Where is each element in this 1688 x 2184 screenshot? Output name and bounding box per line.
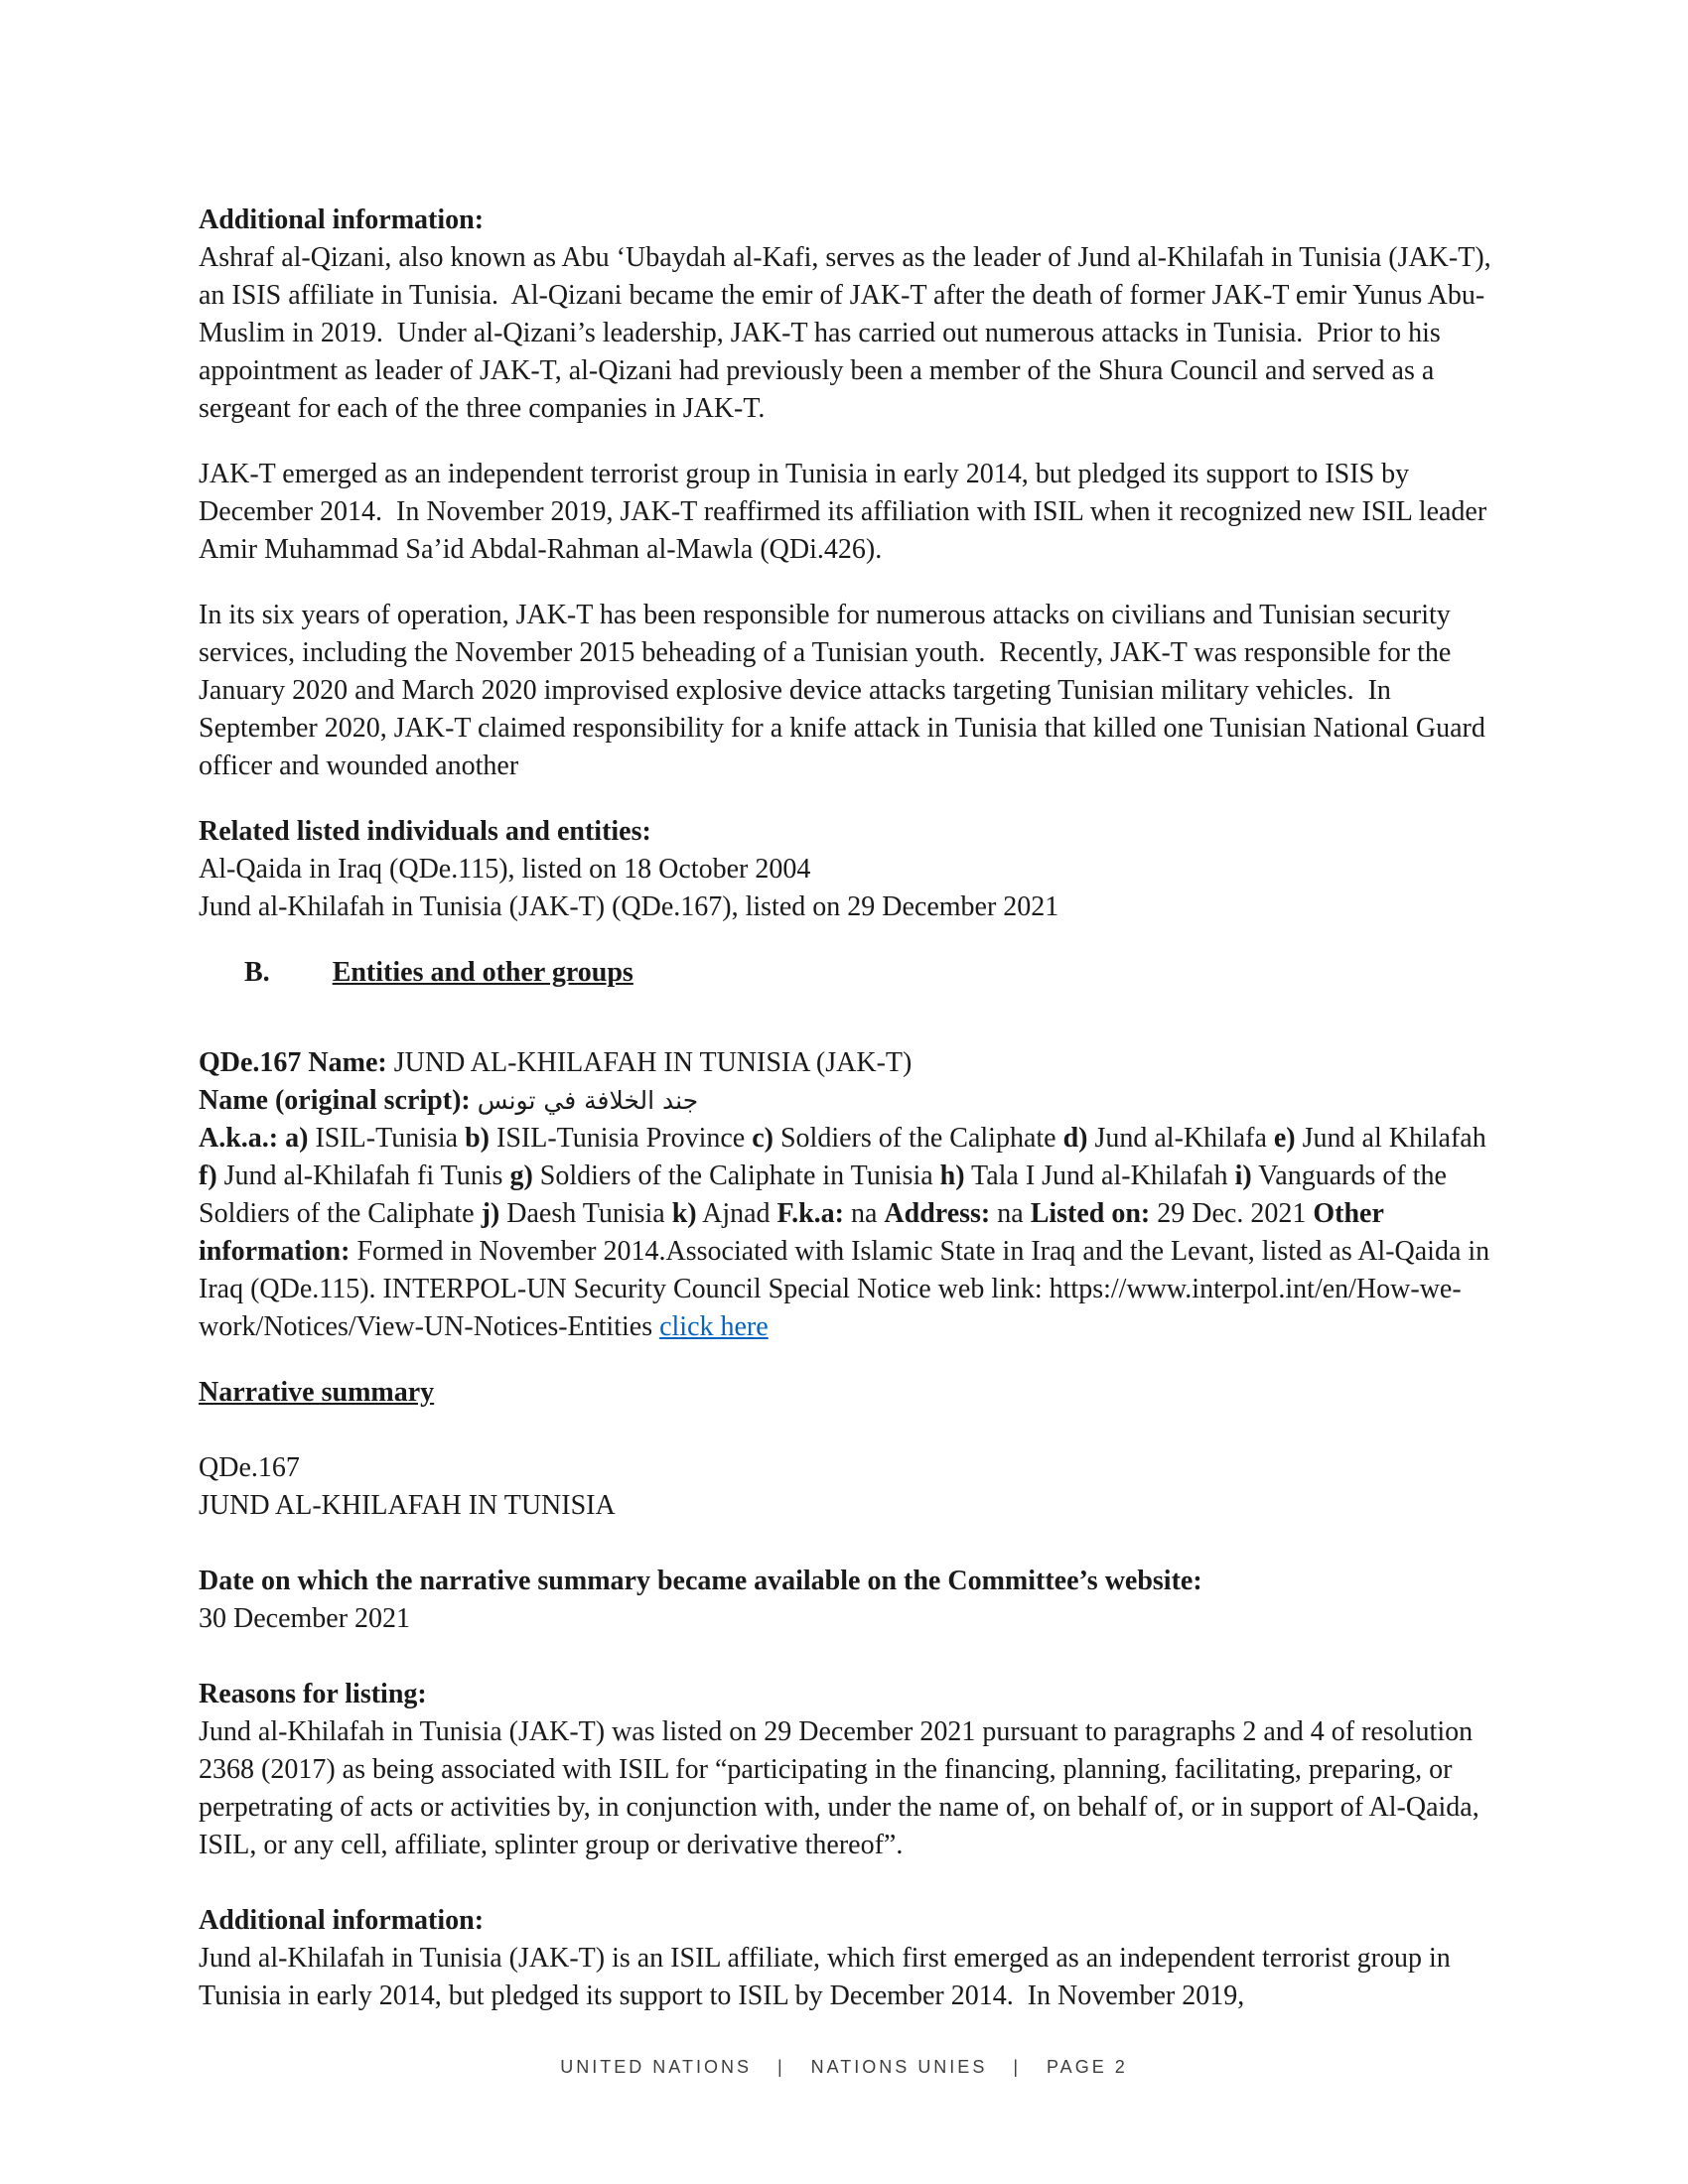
text-run: JUND AL-KHILAFAH IN TUNISIA: [199, 1490, 616, 1521]
page-footer: [0, 2057, 1688, 2078]
text-run: 30 December 2021: [199, 1603, 411, 1634]
text-run: Jund al-Khilafah in Tunisia (JAK-T) is an ISIL affiliate, which first emerged as an independent terrorist group in Tunisia in early 2014, but pledged its support to ISIL by December 2014. In November 2019,: [199, 1943, 1458, 2011]
text-run: d): [1062, 1123, 1088, 1154]
narrative-ref-number: [199, 1449, 1499, 1487]
text-run: e): [1273, 1123, 1296, 1154]
text-run: Soldiers of the Caliphate in Tunisia: [532, 1160, 940, 1191]
text-run: Additional information:: [199, 205, 485, 235]
click-here-link[interactable]: click here: [659, 1311, 769, 1342]
section-label: B.: [244, 957, 270, 988]
text-run: 29 Dec. 2021: [1150, 1198, 1314, 1229]
text-run: Daesh Tunisia: [499, 1198, 672, 1229]
text-run: Reasons for listing:: [199, 1679, 427, 1709]
para-additional-info-1: [199, 239, 1499, 428]
text-run: Date on which the narrative summary became available on the Committee’s website:: [199, 1566, 1202, 1596]
section-heading-b: [199, 954, 1499, 992]
text-run: h): [939, 1160, 965, 1191]
text-run: Jund al-Khilafah in Tunisia (JAK-T) was listed on 29 December 2021 pursuant to paragraphs 2 and 4 of resolution 2368 (2017) as being associated with ISIL for “participating in the financing, planning, facilitating, preparing, or perpetrating of acts or activities by, in conjunction with, under the name of, on behalf of, or in support of Al-Qaida, ISIL, or any cell, affiliate, splinter group or derivative thereof”.: [199, 1716, 1486, 1860]
text-run: Name (original script):: [199, 1085, 478, 1116]
narrative-entity-name: [199, 1487, 1499, 1525]
heading-reasons-for-listing: [199, 1676, 1499, 1713]
para-additional-info-entity: [199, 1940, 1499, 2015]
para-additional-info-2: [199, 456, 1499, 569]
text-run: Tala I Jund al-Khilafah: [964, 1160, 1235, 1191]
heading-date-available: [199, 1563, 1499, 1600]
text-run: Jund al Khilafah: [1295, 1123, 1493, 1154]
text-run: Related listed individuals and entities:: [199, 816, 651, 847]
para-additional-info-3: [199, 597, 1499, 785]
text-run: Al-Qaida in Iraq (QDe.115), listed on 18 October 2004: [199, 854, 811, 885]
text-run: i): [1234, 1160, 1252, 1191]
text-run: F.k.a:: [776, 1198, 844, 1229]
footer-nations-unies: NATIONS UNIES: [810, 2057, 988, 2077]
text-run: QDe.167: [199, 1452, 300, 1483]
text-run: na: [843, 1198, 885, 1229]
text-run: ISIL-Tunisia Province: [490, 1123, 753, 1154]
entry-aka-block: [199, 1120, 1499, 1346]
heading-additional-information: [199, 202, 1499, 239]
text-run: Listed on:: [1030, 1198, 1151, 1229]
arabic-script-text: جند الخلافة في تونس: [477, 1086, 699, 1115]
document-content: [199, 202, 1499, 2015]
text-run: Ashraf al-Qizani, also known as Abu ‘Ubaydah al-Kafi, serves as the leader of Jund al-Khilafah in Tunisia (JAK-T), an ISIS affiliate in Tunisia. Al-Qizani became the emir of JAK-T after the death of former JAK-T emir Yunus Abu-Muslim in 2019. Under al-Qizani’s leadership, JAK-T has carried out numerous attacks in Tunisia. Prior to his appointment as leader of JAK-T, al-Qizani had previously been a member of the Shura Council and served as a sergeant for each of the three companies in JAK-T.: [199, 242, 1498, 424]
footer-separator: |: [776, 2057, 785, 2077]
text-run: c): [752, 1123, 774, 1154]
footer-page-number: PAGE 2: [1047, 2057, 1128, 2077]
text-run: Jund al-Khilafa: [1087, 1123, 1274, 1154]
text-run: na: [990, 1198, 1031, 1229]
date-available-value: [199, 1600, 1499, 1638]
text-run: Ajnad: [696, 1198, 777, 1229]
text-run: k): [671, 1198, 697, 1229]
text-run: Other information:: [199, 1198, 1391, 1267]
text-run: Formed in November 2014.Associated with Islamic State in Iraq and the Levant, listed as Al-Qaida in Iraq (QDe.115). INTERPOL-UN Security Council Special Notice web link: https://www.interpol.int/en/How-we-work/Notices/View-UN-Notices-Entities: [199, 1236, 1497, 1342]
text-run: Address:: [884, 1198, 991, 1229]
text-run: Jund al-Khilafah in Tunisia (JAK-T) (QDe.167), listed on 29 December 2021: [199, 891, 1059, 922]
footer-separator: |: [1013, 2057, 1022, 2077]
text-run: Narrative summary: [199, 1377, 435, 1408]
footer-united-nations: UNITED NATIONS: [560, 2057, 752, 2077]
text-run: b): [465, 1123, 491, 1154]
text-run: j): [481, 1198, 500, 1229]
text-run: f): [199, 1160, 217, 1191]
related-entry-2: [199, 888, 1499, 926]
entry-name-line: [199, 1044, 1499, 1082]
text-run: Vanguards of the Soldiers of the Caliphate: [199, 1160, 1454, 1229]
text-run: In its six years of operation, JAK-T has been responsible for numerous attacks on civilians and Tunisian security services, including the November 2015 beheading of a Tunisian youth. Recently, JAK-T was responsible for the January 2020 and March 2020 improvised explosive device attacks targeting Tunisian military vehicles. In September 2020, JAK-T claimed responsibility for a knife attack in Tunisia that killed one Tunisian National Guard officer and wounded another: [199, 600, 1492, 781]
text-run: Additional information:: [199, 1905, 485, 1936]
text-run: g): [509, 1160, 533, 1191]
text-run: JUND AL-KHILAFAH IN TUNISIA (JAK-T): [386, 1047, 913, 1078]
heading-narrative-summary: [199, 1374, 1499, 1412]
heading-related-listed: [199, 813, 1499, 851]
text-run: A.k.a.: a): [199, 1123, 309, 1154]
text-run: Soldiers of the Caliphate: [773, 1123, 1063, 1154]
entry-original-script-line: [199, 1082, 1499, 1120]
text-run: JAK-T emerged as an independent terrorist group in Tunisia in early 2014, but pledged its support to ISIS by December 2014. In November 2019, JAK-T reaffirmed its affiliation with ISIL when it recognized new ISIL leader Amir Muhammad Sa’id Abdal-Rahman al-Mawla (QDi.426).: [199, 459, 1492, 565]
section-title: Entities and other groups: [332, 957, 633, 988]
heading-additional-information-2: [199, 1902, 1499, 1940]
text-run: QDe.167 Name:: [199, 1047, 387, 1078]
text-run: ISIL-Tunisia: [308, 1123, 466, 1154]
para-reasons-for-listing: [199, 1713, 1499, 1864]
text-run: Jund al-Khilafah fi Tunis: [216, 1160, 510, 1191]
related-entry-1: [199, 851, 1499, 888]
